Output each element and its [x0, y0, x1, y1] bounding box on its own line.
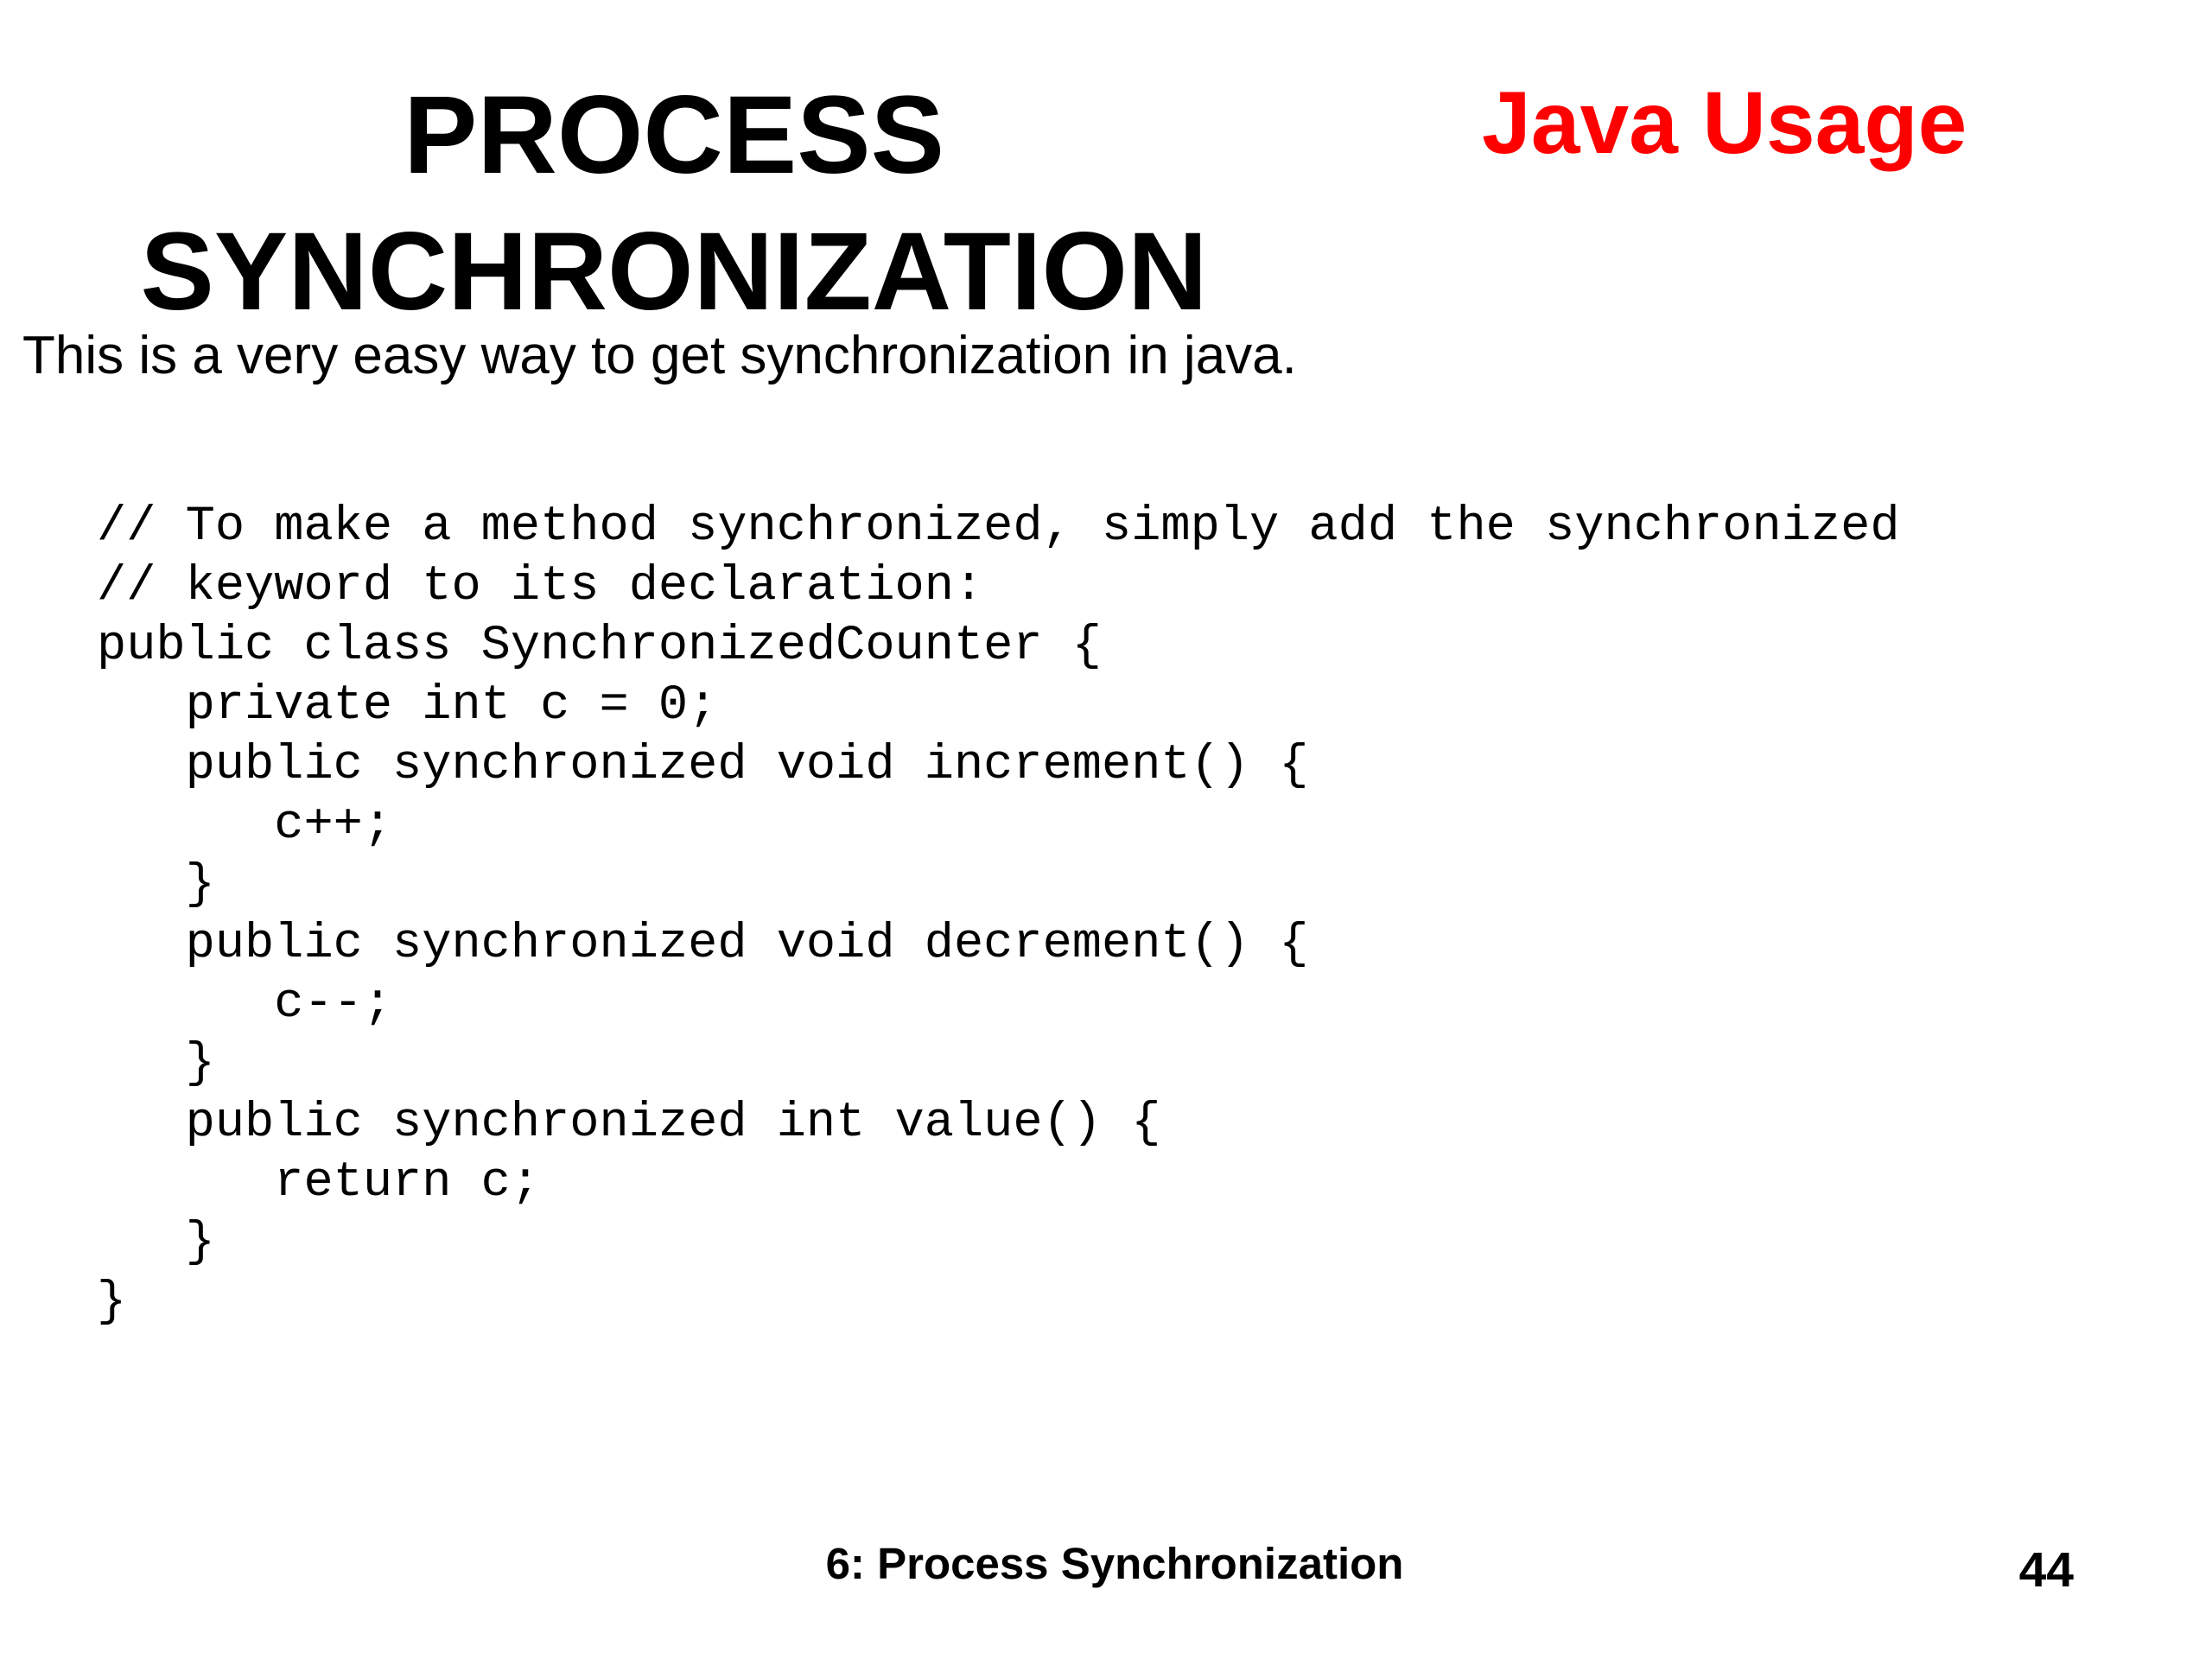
code-line: public class SynchronizedCounter {: [97, 619, 1102, 674]
code-line: }: [97, 857, 215, 912]
code-line: public synchronized void increment() {: [97, 738, 1309, 793]
code-line: // keyword to its declaration:: [97, 559, 984, 614]
slide-topic-label: Java Usage: [1482, 73, 1967, 172]
code-line: }: [97, 1036, 215, 1091]
code-line: c--;: [97, 976, 393, 1032]
page-number: 44: [2018, 1542, 2074, 1598]
code-line: // To make a method synchronized, simply add the synchronized: [97, 499, 1900, 555]
code-line: public synchronized void decrement() {: [97, 917, 1309, 972]
slide-title-line-1: PROCESS: [404, 73, 944, 197]
code-line: return c;: [97, 1155, 541, 1211]
code-line: }: [97, 1274, 127, 1330]
code-line: c++;: [97, 798, 393, 853]
code-block: [97, 498, 1900, 1332]
code-line: public synchronized int value() {: [97, 1096, 1161, 1151]
slide-footer: 6: Process Synchronization: [825, 1539, 1404, 1588]
intro-text: This is a very easy way to get synchronization in java.: [22, 326, 1297, 385]
code-line: private int c = 0;: [97, 678, 718, 734]
slide-title-line-2: SYNCHRONIZATION: [140, 210, 1208, 334]
code-line: }: [97, 1215, 215, 1270]
slide-title: [112, 67, 1236, 340]
